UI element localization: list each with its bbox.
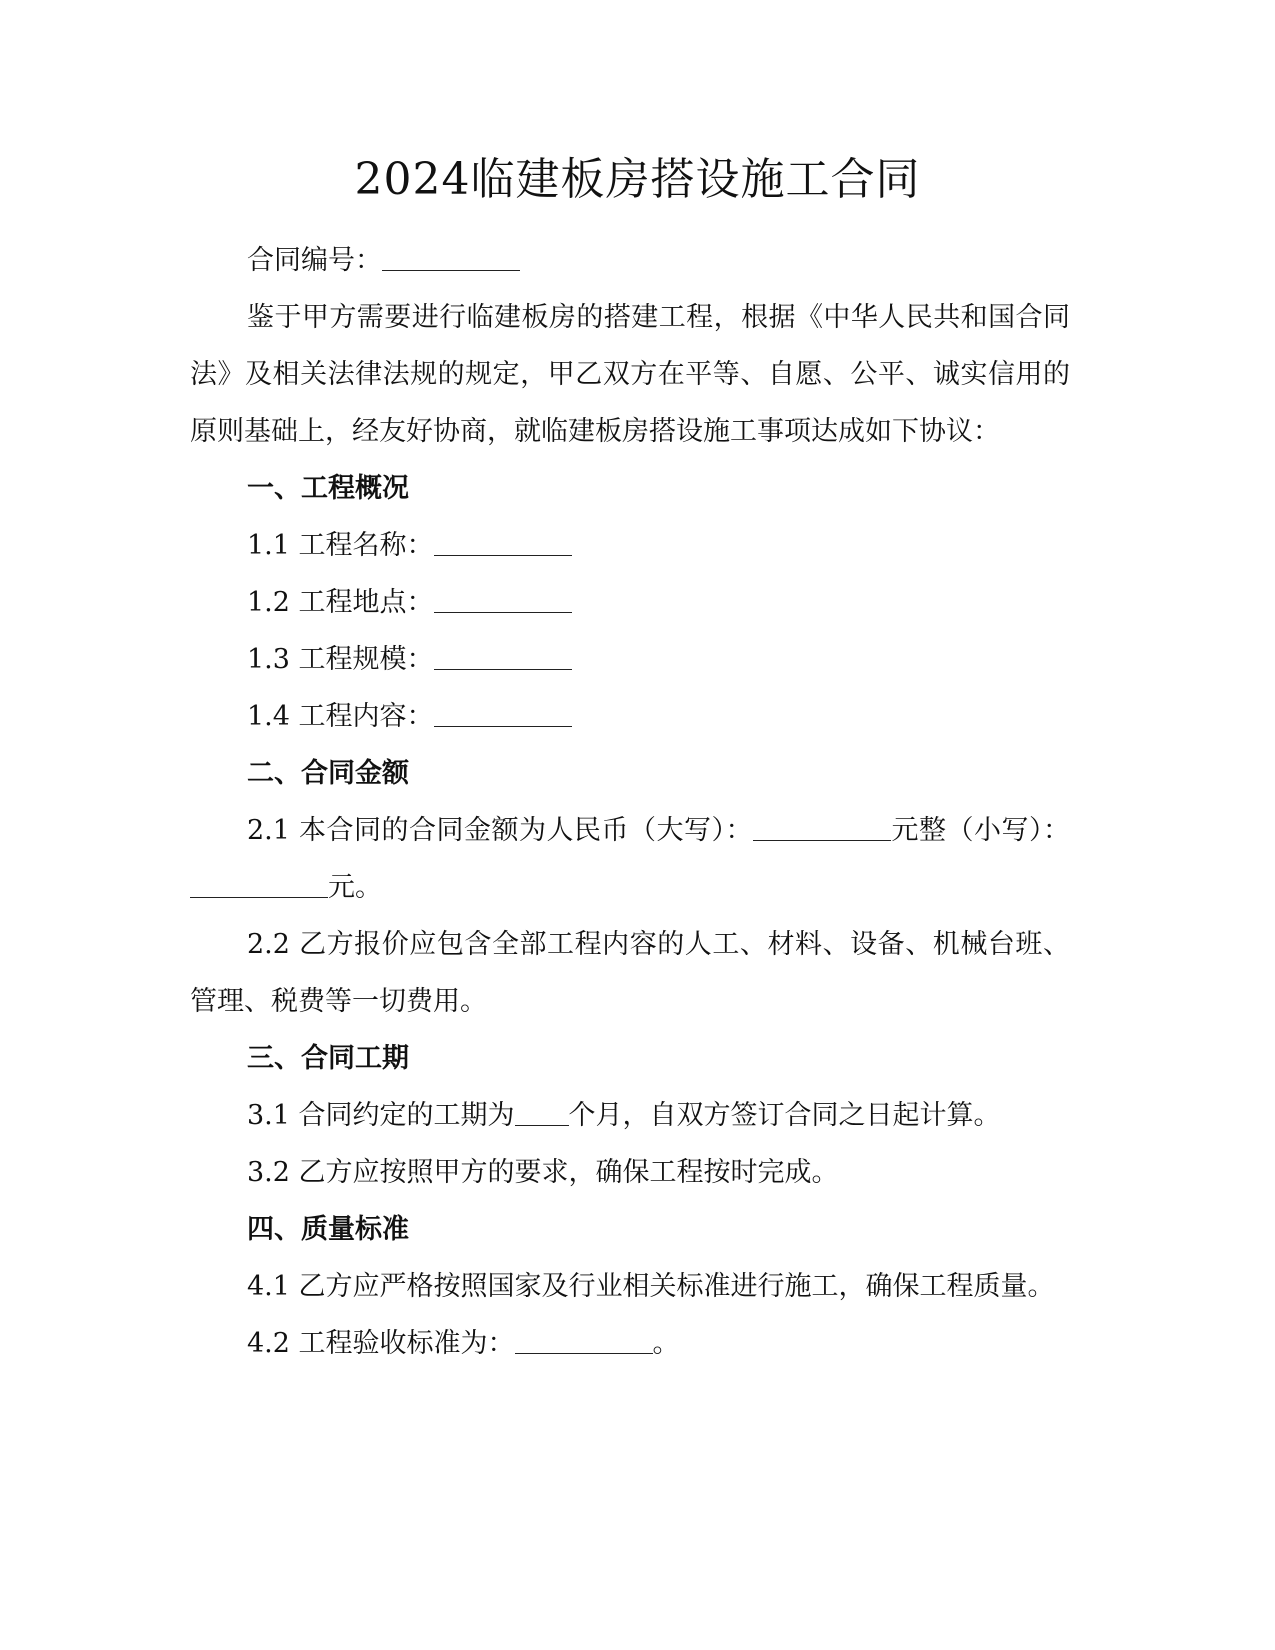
clause-text: 元整（小写）：	[891, 815, 1070, 846]
clause-text: 2.1 本合同的合同金额为人民币（大写）：	[247, 815, 753, 846]
clause-3-1	[190, 1087, 1070, 1144]
clause-text: 1.4 工程内容：	[247, 701, 434, 732]
fill-blank	[515, 1099, 569, 1126]
intro-paragraph: 鉴于甲方需要进行临建板房的搭建工程，根据《中华人民共和国合同法》及相关法律法规的规定，甲乙双方在平等、自愿、公平、诚实信用的原则基础上，经友好协商，就临建板房搭设施工事项达成如下协议：	[190, 302, 1070, 447]
clause-1-2	[190, 574, 1070, 631]
clause-text: 3.1 合同约定的工期为	[247, 1100, 515, 1131]
clause-text: 1.3 工程规模：	[247, 644, 434, 675]
section-heading-4: 四、质量标准	[247, 1214, 409, 1245]
clause-text: 个月，自双方签订合同之日起计算。	[568, 1100, 1001, 1131]
clause-text: 元。	[328, 872, 382, 903]
clause-2-2: 2.2 乙方报价应包含全部工程内容的人工、材料、设备、机械台班、管理、税费等一切费用。	[190, 929, 1070, 1017]
fill-blank	[434, 529, 572, 556]
fill-blank	[434, 700, 572, 727]
clause-4-1: 4.1 乙方应严格按照国家及行业相关标准进行施工，确保工程质量。	[247, 1271, 1055, 1302]
clause-1-1	[190, 517, 1070, 574]
section-heading-1: 一、工程概况	[247, 473, 409, 504]
document-title: 2024临建板房搭设施工合同	[354, 154, 921, 205]
clause-2-1	[190, 802, 1070, 916]
clause-4-2	[190, 1315, 1070, 1372]
clause-3-2: 3.2 乙方应按照甲方的要求，确保工程按时完成。	[247, 1157, 839, 1188]
clause-1-3	[190, 631, 1070, 688]
section-heading-3: 三、合同工期	[247, 1043, 409, 1074]
fill-blank	[515, 1327, 653, 1354]
clause-text: 1.2 工程地点：	[247, 587, 434, 618]
contract-number-line	[190, 232, 1070, 289]
fill-blank	[434, 643, 572, 670]
fill-blank	[434, 586, 572, 613]
document-body	[190, 232, 1070, 1372]
contract-number-label: 合同编号：	[247, 245, 382, 276]
clause-1-4	[190, 688, 1070, 745]
fill-blank	[753, 814, 891, 841]
clause-text: 4.2 工程验收标准为：	[247, 1328, 515, 1359]
contract-number-blank	[382, 244, 520, 271]
fill-blank	[190, 871, 328, 898]
section-heading-2: 二、合同金额	[247, 758, 409, 789]
clause-text: 1.1 工程名称：	[247, 530, 434, 561]
clause-text: 。	[652, 1328, 680, 1359]
